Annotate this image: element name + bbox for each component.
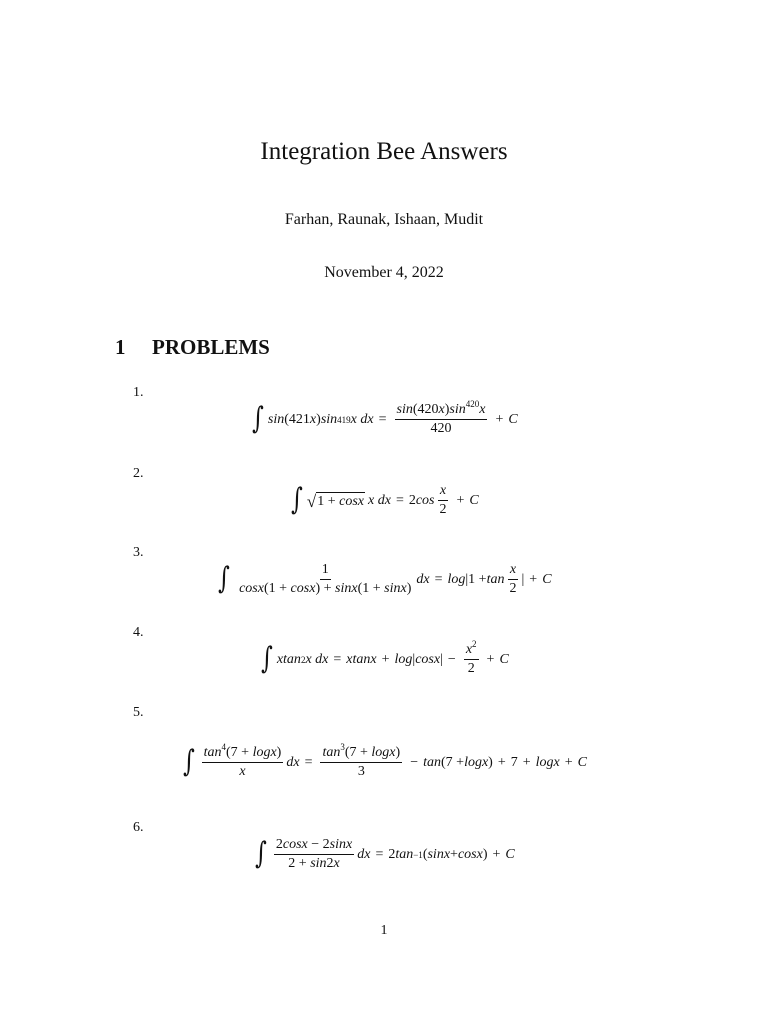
problem-number: 1.	[133, 385, 144, 400]
equation: ∫ sin (421 x ) sin 419 x dx = $\frac{\sin(420x)\sin^{420}x}{420}$ + C	[252, 399, 518, 437]
problem-number: 2.	[133, 466, 144, 481]
equation: ∫ $\frac{2\cos x - 2\sin x}{2 + \sin 2x}$ dx = 2 tan −1 ( sinx + cosx ) + C	[255, 835, 515, 872]
page-number: 1	[380, 923, 388, 938]
problem-number: 5.	[133, 705, 144, 720]
authors: Farhan, Raunak, Ishaan, Mudit	[284, 211, 484, 228]
equation: ∫ $\frac{\tan^4(7 + \log x)}{x}$ dx = $\frac{\tan^3(7 + \log x)}{3}$ − tan (7 + logx ) + 7 + logx + C	[182, 742, 588, 780]
section-heading	[115, 335, 270, 360]
section-number: 1	[115, 335, 126, 359]
section-title: PROBLEMS	[152, 335, 270, 359]
equation: ∫ $\frac{1}{\cos x(1 + \cos x) + \sin x(1 + \sin x)}$ dx = log |1 + tan $\frac{x}{2}$ | + C	[218, 560, 552, 597]
problem-number: 4.	[133, 625, 144, 640]
problem-number: 6.	[133, 820, 144, 835]
paper-title: Integration Bee Answers	[260, 138, 508, 165]
problem-number: 3.	[133, 545, 144, 560]
equation: ∫ xtan 2 x dx = xtanx + log | cosx | − $\frac{x^2}{2}$ + C	[261, 639, 509, 677]
date: November 4, 2022	[324, 264, 444, 281]
equation: ∫ √ 1 + cosx x dx = 2 cos $\frac{x}{2}$ + C	[291, 481, 479, 518]
